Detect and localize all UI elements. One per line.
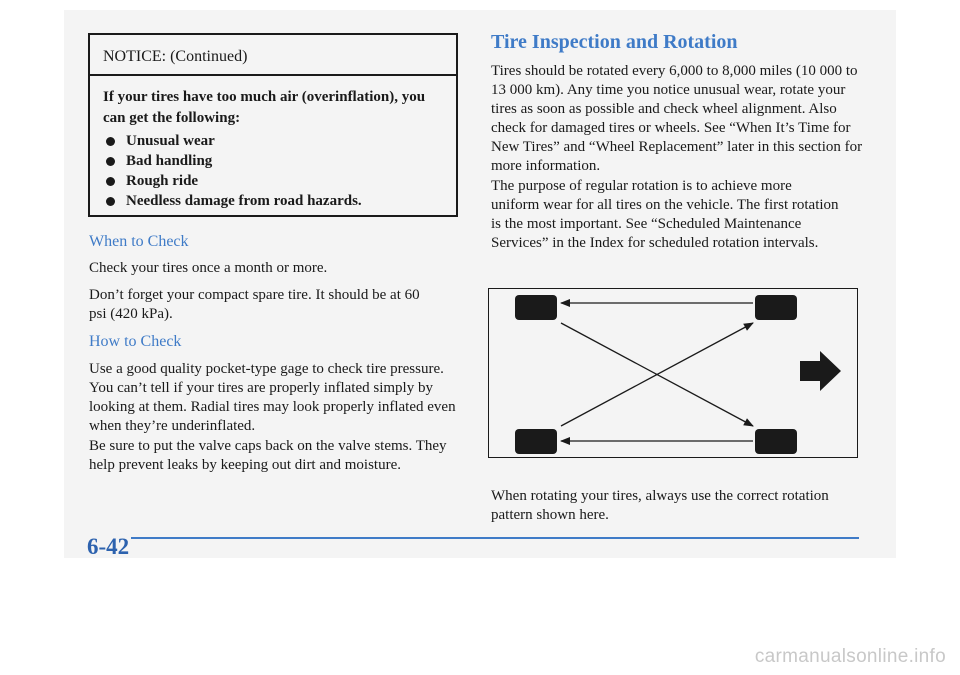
- how-to-check-heading: How to Check: [89, 333, 182, 350]
- how-to-check-para-2: Be sure to put the valve caps back on the valve stems. They help prevent leaks by keeping out dirt and moisture.: [89, 438, 447, 473]
- notice-intro: If your tires have too much air (overinflation), you can get the following:: [103, 89, 426, 126]
- bullet-icon: [106, 197, 115, 206]
- watermark: carmanualsonline.info: [754, 646, 946, 667]
- how-to-check-para-1: Use a good quality pocket-type gage to check tire pressure. You can’t tell if your tires are properly inflated simply by looking at them. Radial tires may look properly inflated even when they’re underinflated.: [89, 361, 456, 434]
- notice-body: [90, 76, 456, 211]
- bullet-icon: [106, 157, 115, 166]
- notice-header: NOTICE: (Continued): [90, 35, 456, 76]
- list-item: Unusual wear: [103, 131, 456, 151]
- rotation-para-2: The purpose of regular rotation is to achieve more uniform wear for all tires on the vehicle. The first rotation is the most important. See “Scheduled Maintenance Services” in the Index for scheduled rotation intervals.: [491, 178, 839, 251]
- forward-arrow-icon: [800, 351, 841, 391]
- page-number: 6-42: [87, 534, 130, 559]
- diagram-caption: When rotating your tires, always use the correct rotation pattern shown here.: [491, 488, 829, 523]
- tire-rear-right-icon: [755, 429, 797, 454]
- tire-front-left-icon: [515, 295, 557, 320]
- rotation-para-1: Tires should be rotated every 6,000 to 8,000 miles (10 000 to 13 000 km). Any time you notice unusual wear, rotate your tires as soon as possible and check wheel alignment. Also check for damaged tires or wheels. See “When It’s Time for New Tires” and “Wheel Replacement” later in this section for more information.: [491, 63, 863, 174]
- tire-rear-left-icon: [515, 429, 557, 454]
- list-item: Rough ride: [103, 171, 456, 191]
- notice-box: [88, 33, 458, 217]
- footer-rule: [131, 537, 859, 539]
- rotation-diagram-svg: [489, 289, 856, 456]
- rotation-diagram: [488, 288, 858, 458]
- when-to-check-para-2: Don’t forget your compact spare tire. It should be at 60 psi (420 kPa).: [89, 287, 420, 322]
- bullet-icon: [106, 177, 115, 186]
- when-to-check-para-1: Check your tires once a month or more.: [89, 260, 328, 276]
- page-title: Tire Inspection and Rotation: [491, 31, 738, 53]
- list-item: Needless damage from road hazards.: [103, 191, 456, 211]
- tire-front-right-icon: [755, 295, 797, 320]
- list-item: Bad handling: [103, 151, 456, 171]
- bullet-icon: [106, 137, 115, 146]
- when-to-check-heading: When to Check: [89, 233, 189, 250]
- notice-list: [103, 131, 456, 211]
